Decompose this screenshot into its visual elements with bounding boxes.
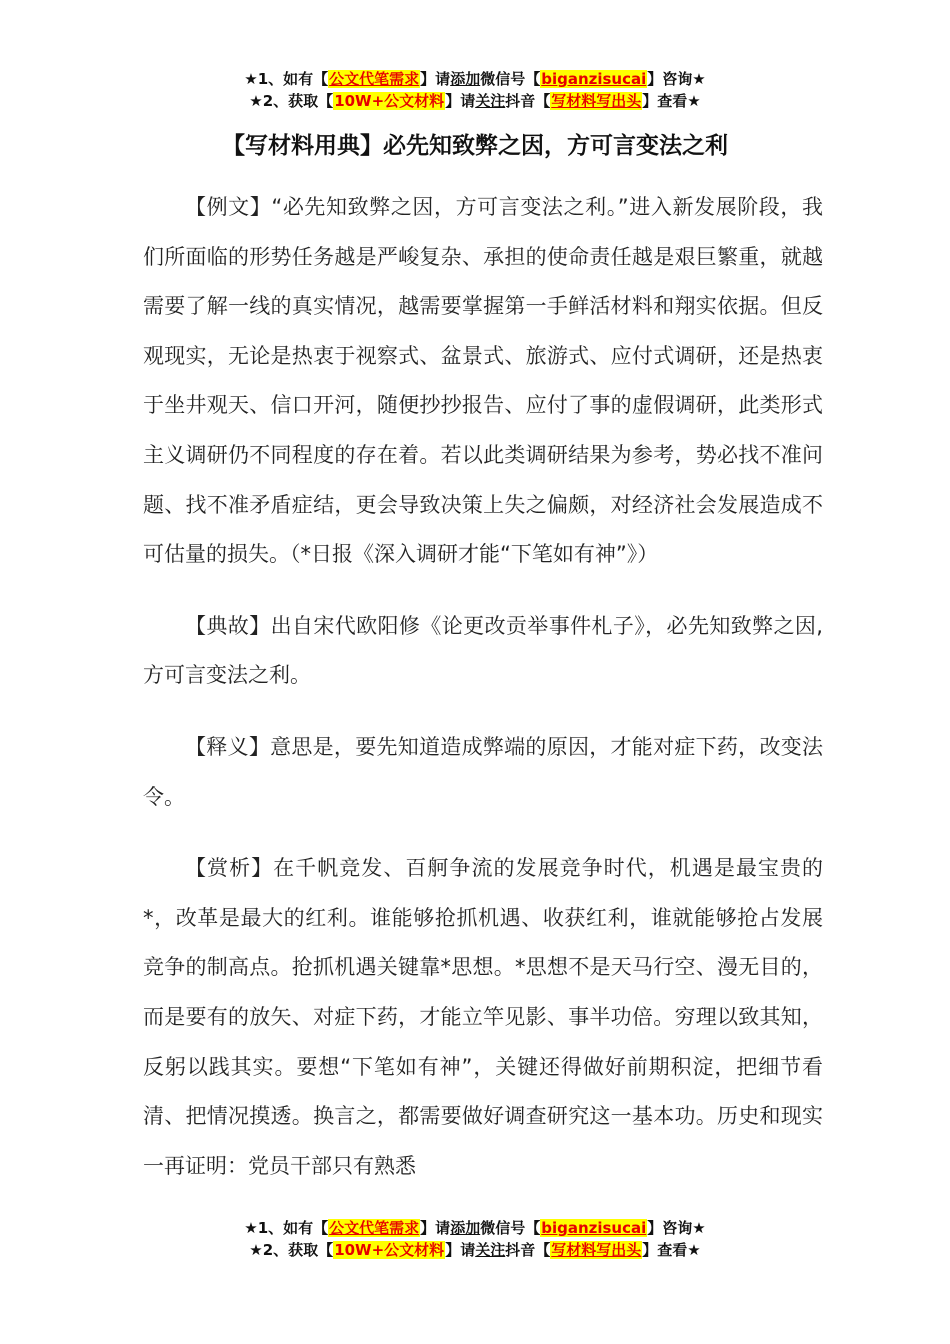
banner-line-2: ★2、获取【10W+公文材料】请关注抖音【写材料写出头】查看★	[249, 92, 701, 110]
highlight-wechat-id: biganzisucai	[541, 70, 647, 88]
highlight-service: 公文代笔需求	[329, 70, 420, 88]
paragraph-allusion: 【典故】出自宋代欧阳修《论更改贡举事件札子》，必先知致弊之因,方可言变法之利。	[143, 613, 823, 688]
highlight-service: 公文代笔需求	[329, 1219, 420, 1237]
footer-banner	[0, 1217, 950, 1261]
document-title: 【写材料用典】必先知致弊之因，方可言变法之利	[222, 133, 728, 159]
header-banner	[0, 68, 950, 112]
highlight-materials: 10W+公文材料	[334, 1241, 445, 1259]
highlight-douyin-account: 写材料写出头	[551, 1241, 642, 1259]
paragraph-example: 【例文】“必先知致弊之因，方可言变法之利。”进入新发展阶段，我们所面临的形势任务越是严峻复杂、承担的使命责任越是艰巨繁重，就越需要了解一线的真实情况，越需要掌握第一手鲜活材料和翔实依据。但反观现实，无论是热衷于视察式、盆景式、旅游式、应付式调研，还是热衷于坐井观天、信口开河，随便抄抄报告、应付了事的虚假调研，此类形式主义调研仍不同程度的存在着。若以此类调研结果为参考，势必找不准问题、找不准矛盾症结，更会导致决策上失之偏颇，对经济社会发展造成不可估量的损失。（*日报《深入调研才能“下笔如有神”》）	[143, 195, 823, 567]
banner-line-2: ★2、获取【10W+公文材料】请关注抖音【写材料写出头】查看★	[249, 1241, 701, 1259]
banner-line-1: ★1、如有【公文代笔需求】请添加微信号【biganzisucai】咨询★	[244, 1219, 706, 1237]
paragraph-meaning: 【释义】意思是，要先知道造成弊端的原因，才能对症下药，改变法令。	[143, 734, 823, 809]
highlight-materials: 10W+公文材料	[334, 92, 445, 110]
document-body	[143, 183, 823, 1213]
highlight-douyin-account: 写材料写出头	[551, 92, 642, 110]
highlight-wechat-id: biganzisucai	[541, 1219, 647, 1237]
paragraph-appreciation: 【赏析】在千帆竞发、百舸争流的发展竞争时代，机遇是最宝贵的*，改革是最大的红利。谁能够抢抓机遇、收获红利，谁就能够抢占发展竞争的制高点。抢抓机遇关键靠*思想。*思想不是天马行空、漫无目的，而是要有的放矢、对症下药，才能立竿见影、事半功倍。穷理以致其知，反躬以践其实。要想“下笔如有神”，关键还得做好前期积淀，把细节看清、把情况摸透。换言之，都需要做好调查研究这一基本功。历史和现实一再证明：党员干部只有熟悉	[143, 856, 823, 1178]
banner-line-1: ★1、如有【公文代笔需求】请添加微信号【biganzisucai】咨询★	[244, 70, 706, 88]
